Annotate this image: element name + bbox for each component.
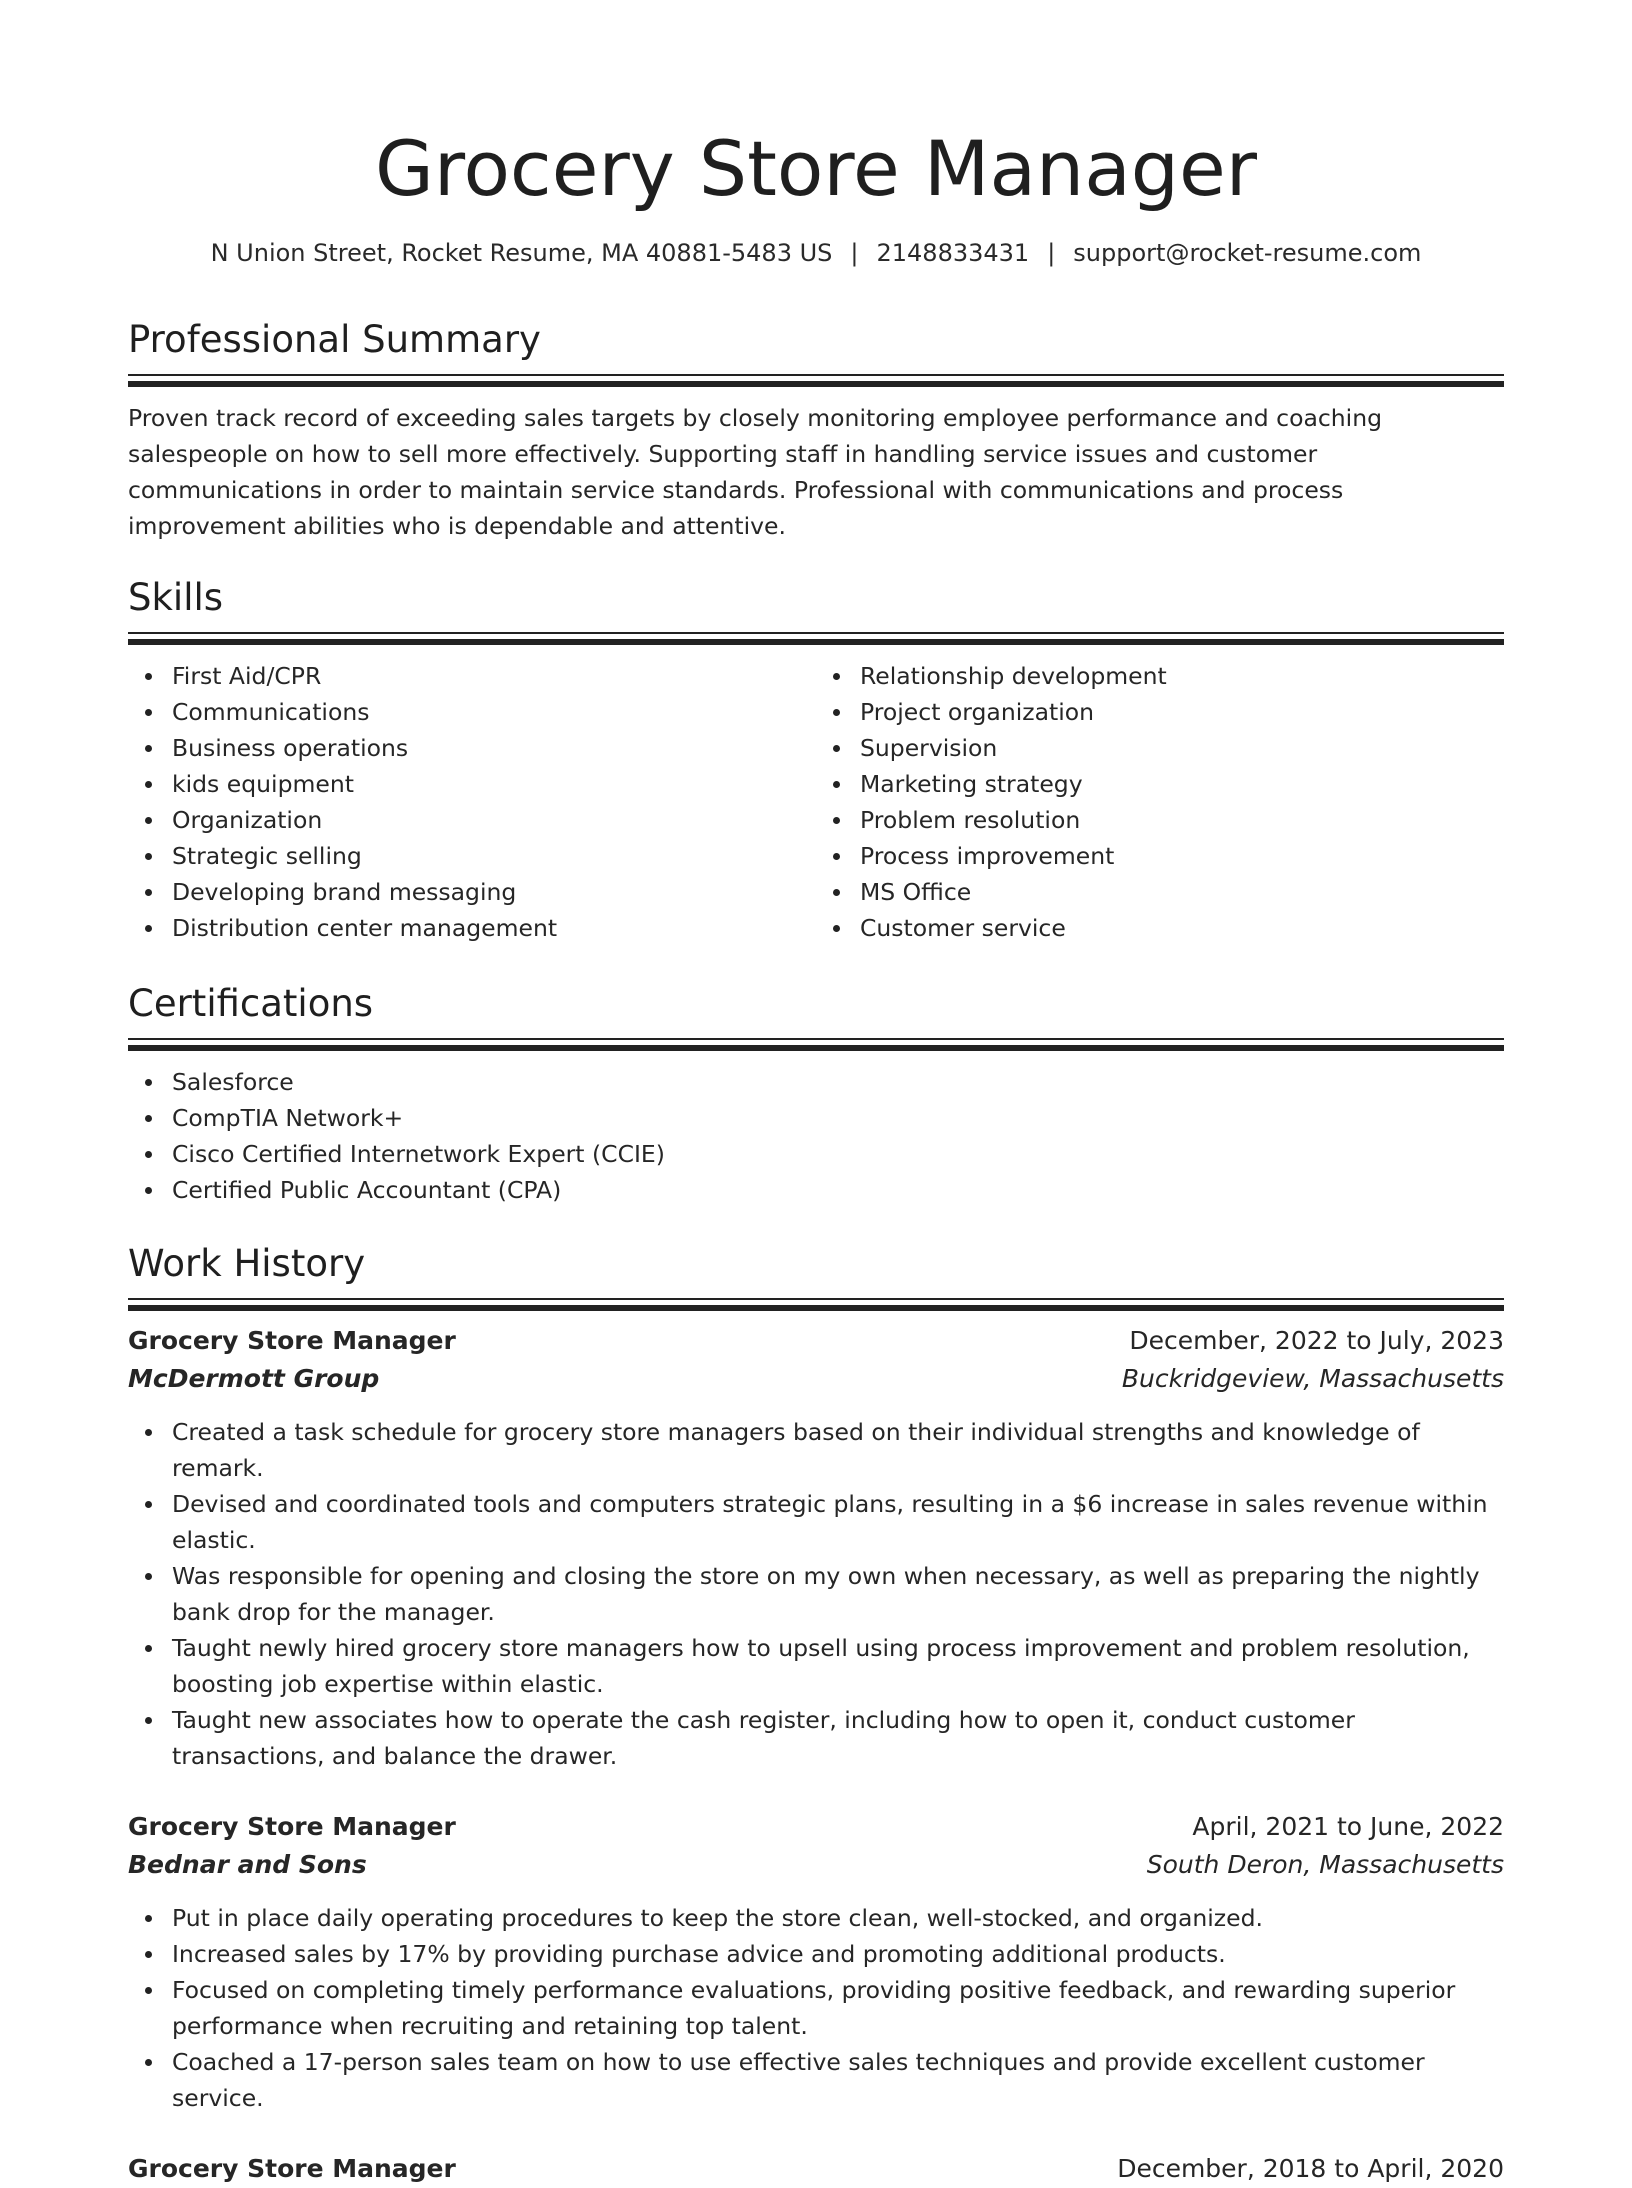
job-subheader xyxy=(128,1360,1504,1398)
job-dates: December, 2022 to July, 2023 xyxy=(1129,1326,1504,1355)
skills-section xyxy=(128,576,1504,946)
job-bullet: Taught new associates how to operate the cash register, including how to open it, conduct customer transactions, and balance the drawer. xyxy=(172,1702,1504,1774)
job-bullet: Coached a 17-person sales team on how to use effective sales techniques and provide excellent customer service. xyxy=(172,2044,1504,2116)
certifications-list xyxy=(128,1064,1504,1208)
job-bullet: Was responsible for opening and closing the store on my own when necessary, as well as preparing the nightly bank drop for the manager. xyxy=(172,1558,1504,1630)
skill-item: Supervision xyxy=(860,730,1504,766)
skill-item: Strategic selling xyxy=(172,838,816,874)
skill-item: Developing brand messaging xyxy=(172,874,816,910)
skill-item: Relationship development xyxy=(860,658,1504,694)
contact-address: N Union Street, Rocket Resume, MA 40881-5483 US xyxy=(210,239,833,267)
job-subheader xyxy=(128,1846,1504,1884)
contact-separator: | xyxy=(850,239,859,267)
summary-text: Proven track record of exceeding sales targets by closely monitoring employee performance and coaching salespeople on how to sell more effectively. Supporting staff in handling service issues and customer communications in order to maintain service standards. Professional with communications and process improvement abilities who is dependable and attentive. xyxy=(128,404,1383,540)
job-title: Grocery Store Manager xyxy=(128,2154,456,2183)
contact-phone: 2148833431 xyxy=(876,239,1030,267)
job-header xyxy=(128,1322,1504,1360)
job-entry xyxy=(128,1322,1504,1774)
job-location: South Deron, Massachusetts xyxy=(1146,1850,1504,1879)
skill-item: Process improvement xyxy=(860,838,1504,874)
job-entry xyxy=(128,1808,1504,2116)
job-dates: April, 2021 to June, 2022 xyxy=(1192,1812,1504,1841)
contact-email: support@rocket-resume.com xyxy=(1073,239,1422,267)
section-divider xyxy=(128,1298,1504,1310)
job-bullet: Created a task schedule for grocery store managers based on their individual strengths and knowledge of remark. xyxy=(172,1414,1504,1486)
job-title: Grocery Store Manager xyxy=(128,1812,456,1841)
skills-column-right xyxy=(816,658,1504,946)
professional-summary-section xyxy=(128,318,1504,544)
skill-item: Business operations xyxy=(172,730,816,766)
skill-item: Distribution center management xyxy=(172,910,816,946)
job-bullet-list xyxy=(128,1900,1504,2116)
job-bullet-list xyxy=(128,1414,1504,1774)
job-company: Bednar and Sons xyxy=(128,1850,367,1879)
skill-item: Project organization xyxy=(860,694,1504,730)
job-dates: December, 2018 to April, 2020 xyxy=(1117,2154,1504,2183)
skill-item: Communications xyxy=(172,694,816,730)
job-bullet: Put in place daily operating procedures to keep the store clean, well-stocked, and organized. xyxy=(172,1900,1504,1936)
skills-list-right xyxy=(816,658,1504,946)
job-bullet: Devised and coordinated tools and computers strategic plans, resulting in a $6 increase in sales revenue within elastic. xyxy=(172,1486,1504,1558)
job-bullet: Focused on completing timely performance evaluations, providing positive feedback, and rewarding superior performance when recruiting and retaining top talent. xyxy=(172,1972,1504,2044)
section-divider xyxy=(128,632,1504,644)
job-header xyxy=(128,1808,1504,1846)
job-bullet: Increased sales by 17% by providing purchase advice and promoting additional products. xyxy=(172,1936,1504,1972)
section-title-work-history: Work History xyxy=(128,1242,366,1285)
skill-item: Organization xyxy=(172,802,816,838)
job-entry xyxy=(128,2150,1504,2188)
skill-item: Customer service xyxy=(860,910,1504,946)
skills-grid xyxy=(128,658,1504,946)
certification-item: Salesforce xyxy=(172,1064,1504,1100)
job-location: Buckridgeview, Massachusetts xyxy=(1121,1364,1504,1393)
job-company: McDermott Group xyxy=(128,1364,380,1393)
section-title-summary: Professional Summary xyxy=(128,318,541,361)
certification-item: CompTIA Network+ xyxy=(172,1100,1504,1136)
skill-item: Problem resolution xyxy=(860,802,1504,838)
skill-item: kids equipment xyxy=(172,766,816,802)
skill-item: MS Office xyxy=(860,874,1504,910)
job-bullet: Taught newly hired grocery store managers how to upsell using process improvement and problem resolution, boosting job expertise within elastic. xyxy=(172,1630,1504,1702)
work-history-section xyxy=(128,1242,1504,2188)
certification-item: Cisco Certified Internetwork Expert (CCIE) xyxy=(172,1136,1504,1172)
resume-name: Grocery Store Manager xyxy=(374,124,1258,213)
skills-column-left xyxy=(128,658,816,946)
contact-line xyxy=(128,238,1504,268)
certification-item: Certified Public Accountant (CPA) xyxy=(172,1172,1504,1208)
skill-item: First Aid/CPR xyxy=(172,658,816,694)
skill-item: Marketing strategy xyxy=(860,766,1504,802)
job-header xyxy=(128,2150,1504,2188)
section-divider xyxy=(128,1038,1504,1050)
section-title-skills: Skills xyxy=(128,576,224,619)
job-title: Grocery Store Manager xyxy=(128,1326,456,1355)
resume-page xyxy=(128,0,1504,2183)
certifications-section xyxy=(128,982,1504,1208)
contact-separator: | xyxy=(1047,239,1056,267)
section-divider xyxy=(128,374,1504,386)
skills-list-left xyxy=(128,658,816,946)
section-title-certifications: Certifications xyxy=(128,982,374,1025)
